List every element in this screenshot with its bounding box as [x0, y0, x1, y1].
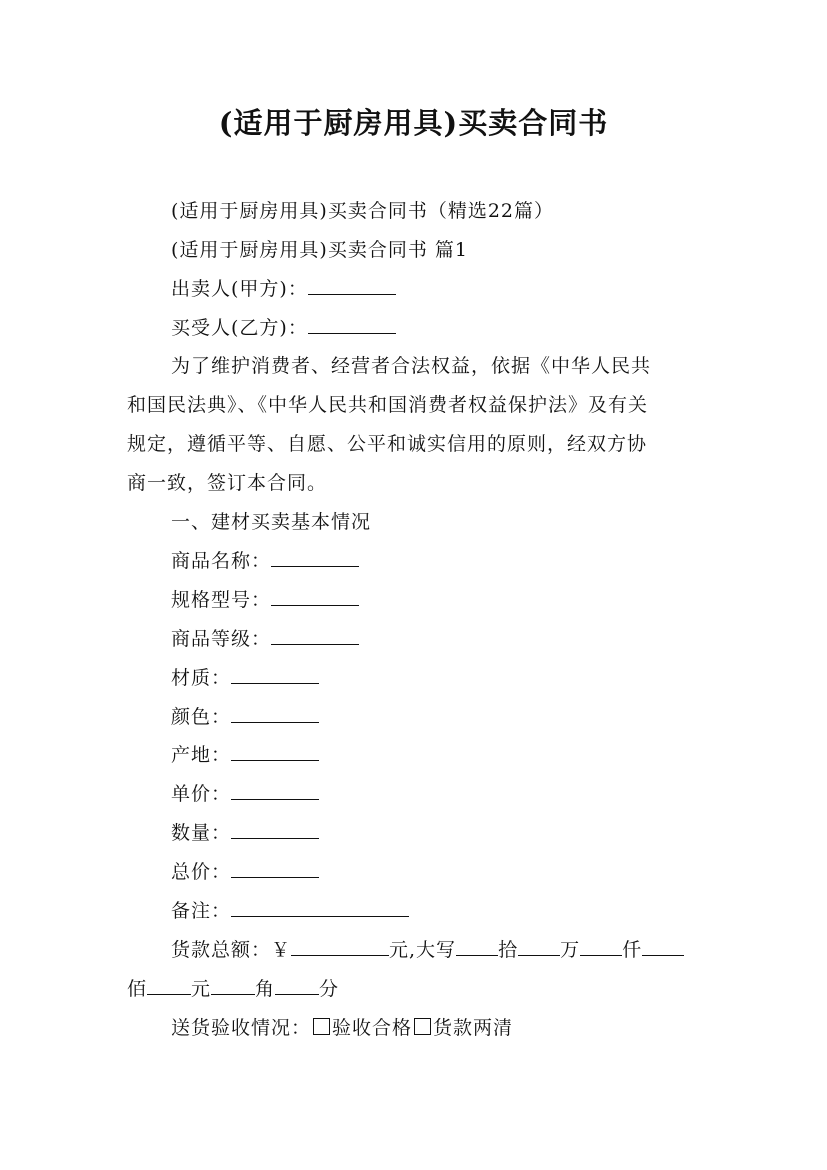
field-model	[171, 587, 359, 613]
payment-line-2	[127, 976, 339, 1002]
field-blank	[231, 820, 319, 839]
payment-line-1	[171, 937, 684, 963]
field-material	[171, 665, 319, 691]
fen-blank	[275, 976, 319, 995]
field-origin	[171, 742, 319, 768]
field-label: 商品名称：	[171, 550, 272, 572]
intro-paragraph-line-2: 和国民法典》、《中华人民共和国消费者权益保护法》及有关	[127, 394, 649, 416]
field-unit-price	[171, 781, 319, 807]
yuan-blank	[147, 976, 191, 995]
field-label: 总价：	[171, 861, 232, 883]
field-blank	[271, 626, 359, 645]
fen-label: 分	[319, 978, 340, 1000]
wan-blank	[518, 937, 560, 956]
wan-label: 万	[560, 939, 581, 961]
field-quantity	[171, 820, 319, 846]
field-blank	[231, 665, 319, 684]
field-label: 颜色：	[171, 706, 232, 728]
seller-line	[171, 276, 396, 302]
jiao-blank	[211, 976, 255, 995]
yuan-label: 元	[191, 978, 212, 1000]
clause1-heading: 一、建材买卖基本情况	[171, 511, 372, 533]
field-blank	[271, 587, 359, 606]
field-label: 数量：	[171, 822, 232, 844]
buyer-blank	[308, 315, 396, 334]
field-blank	[231, 704, 319, 723]
field-blank	[231, 781, 319, 800]
field-label: 单价：	[171, 783, 232, 805]
shi-label: 拾	[498, 939, 519, 961]
intro-paragraph-line-3: 规定，遵循平等、自愿、公平和诚实信用的原则，经双方协	[127, 433, 648, 455]
field-total-price	[171, 859, 319, 885]
checkbox-icon[interactable]	[414, 1018, 431, 1035]
checkbox-icon[interactable]	[313, 1018, 330, 1035]
buyer-label: 买受人(乙方)：	[171, 317, 308, 339]
subtitle: (适用于厨房用具)买卖合同书（精选22篇）	[171, 200, 555, 222]
delivery-label: 送货验收情况：	[171, 1017, 312, 1039]
field-grade	[171, 626, 359, 652]
field-remark	[171, 898, 409, 924]
qian-blank	[580, 937, 622, 956]
bai-label: 佰	[127, 978, 148, 1000]
field-blank	[271, 548, 359, 567]
section-heading: (适用于厨房用具)买卖合同书 篇1	[171, 239, 468, 261]
payment-label: 货款总额：￥	[171, 939, 292, 961]
intro-paragraph-line-1: 为了维护消费者、经营者合法权益，依据《中华人民共	[171, 355, 652, 377]
bai-blank	[642, 937, 684, 956]
field-label: 商品等级：	[171, 628, 272, 650]
document-title: (适用于厨房用具)买卖合同书	[218, 106, 609, 140]
delivery-line	[171, 1015, 513, 1041]
field-blank	[231, 898, 409, 917]
amount-blank	[291, 937, 389, 956]
field-label: 产地：	[171, 744, 232, 766]
option-paid: 货款两清	[433, 1017, 514, 1039]
field-label: 备注：	[171, 900, 232, 922]
field-blank	[231, 742, 319, 761]
buyer-line	[171, 315, 396, 341]
qian-label: 仟	[622, 939, 643, 961]
field-color	[171, 704, 319, 730]
jiao-label: 角	[255, 978, 276, 1000]
field-blank	[231, 859, 319, 878]
field-product-name	[171, 548, 359, 574]
field-label: 规格型号：	[171, 589, 272, 611]
seller-blank	[308, 276, 396, 295]
field-label: 材质：	[171, 667, 232, 689]
intro-paragraph-line-4: 商一致，签订本合同。	[127, 472, 328, 494]
shi-blank	[456, 937, 498, 956]
daxie-label: 元,大写	[389, 939, 457, 961]
seller-label: 出卖人(甲方)：	[171, 278, 308, 300]
option-accepted: 验收合格	[332, 1017, 413, 1039]
